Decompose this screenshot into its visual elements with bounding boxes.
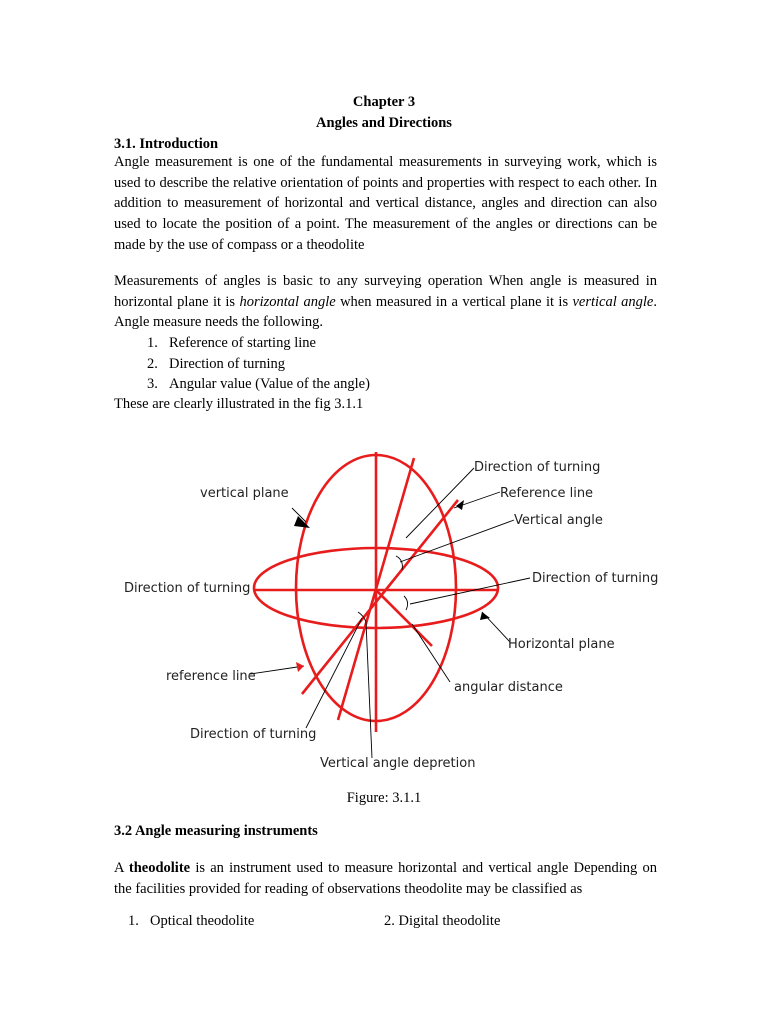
- leader-reference-line-left: [250, 666, 304, 674]
- theodolite-term: theodolite: [128, 860, 191, 876]
- theodolite-paragraph: [114, 858, 657, 899]
- section-heading-introduction: 3.1. Introduction: [114, 136, 219, 152]
- label-angular-distance: angular distance: [454, 680, 563, 695]
- angles-paragraph: [114, 271, 657, 333]
- chapter-title: Angles and Directions: [316, 115, 452, 131]
- label-vertical-angle-depretion: Vertical angle depretion: [320, 756, 476, 771]
- leader-direction-turning-top: [406, 468, 474, 538]
- figure-reference-text: These are clearly illustrated in the fig 3.1.1: [114, 396, 364, 412]
- angles-paragraph-text-c: . Angle measure needs the following.: [114, 293, 657, 331]
- list-item: [147, 376, 370, 393]
- label-reference-line-left: reference line: [166, 669, 256, 684]
- diagram-leader-lines: [250, 468, 530, 758]
- list-item-text: Angular value (Value of the angle): [169, 376, 370, 392]
- list-item-text: Direction of turning: [169, 356, 285, 372]
- list-item: [147, 335, 316, 352]
- list-item-number: 1.: [147, 335, 158, 351]
- list-item-number: 1.: [128, 913, 139, 929]
- vertical-angle-arc: [396, 556, 402, 570]
- label-direction-turning-left: Direction of turning: [124, 581, 251, 596]
- horizontal-angle-term: horizontal angle: [239, 293, 336, 310]
- list-item-number: 3.: [147, 376, 158, 392]
- list-item: [147, 356, 285, 373]
- label-vertical-angle: Vertical angle: [514, 513, 603, 528]
- list-item-text: Optical theodolite: [150, 913, 255, 929]
- label-direction-turning-bottom: Direction of turning: [190, 727, 317, 742]
- figure-caption: Figure: 3.1.1: [346, 790, 422, 806]
- label-vertical-plane: vertical plane: [200, 486, 289, 501]
- list-item-text: Digital theodolite: [398, 913, 501, 929]
- leader-vertical-angle-depretion: [366, 622, 372, 758]
- vertical-angle-term: vertical angle: [572, 293, 654, 310]
- chapter-number: Chapter 3: [352, 94, 416, 110]
- section-heading-instruments: 3.2 Angle measuring instruments: [114, 823, 318, 839]
- leader-angular-distance: [412, 624, 450, 682]
- label-reference-line-right: Reference line: [500, 486, 594, 501]
- direction-turning-line: [302, 500, 458, 694]
- angular-distance-line: [376, 590, 432, 646]
- reference-line-left-arrowhead: [296, 662, 304, 672]
- list-item-number: 2.: [384, 913, 395, 929]
- intro-paragraph: Angle measurement is one of the fundamental measurements in surveying work, which is used to describe the relative orientation of points and properties with respect to each other. In addition to measurement of horizontal and vertical distance, angles and direction can also used to locate the position of a point. The measurement of the angles or directions can be made by the use of compass or a theodolite: [114, 154, 657, 253]
- angles-paragraph-text-b: when measured in a vertical plane it is: [335, 293, 573, 310]
- theodolite-paragraph-text-b: is an instrument used to measure horizontal and vertical angle Depending on the facilities provided for reading of observations theodolite may be classified as: [114, 860, 657, 897]
- angles-paragraph-text-a: Measurements of angles is basic to any surveying operation When angle is measured in horizontal plane it is: [114, 273, 657, 310]
- label-direction-turning-top: Direction of turning: [474, 460, 601, 475]
- horizontal-angle-arc: [404, 596, 408, 610]
- list-item-number: 2.: [147, 356, 158, 372]
- angles-diagram: [110, 446, 670, 781]
- label-direction-turning-right: Direction of turning: [532, 571, 659, 586]
- label-horizontal-plane: Horizontal plane: [508, 637, 615, 652]
- list-item-text: Reference of starting line: [169, 335, 316, 351]
- list-item: [128, 913, 254, 930]
- theodolite-paragraph-text-a: A: [114, 860, 129, 876]
- list-item: [384, 913, 500, 930]
